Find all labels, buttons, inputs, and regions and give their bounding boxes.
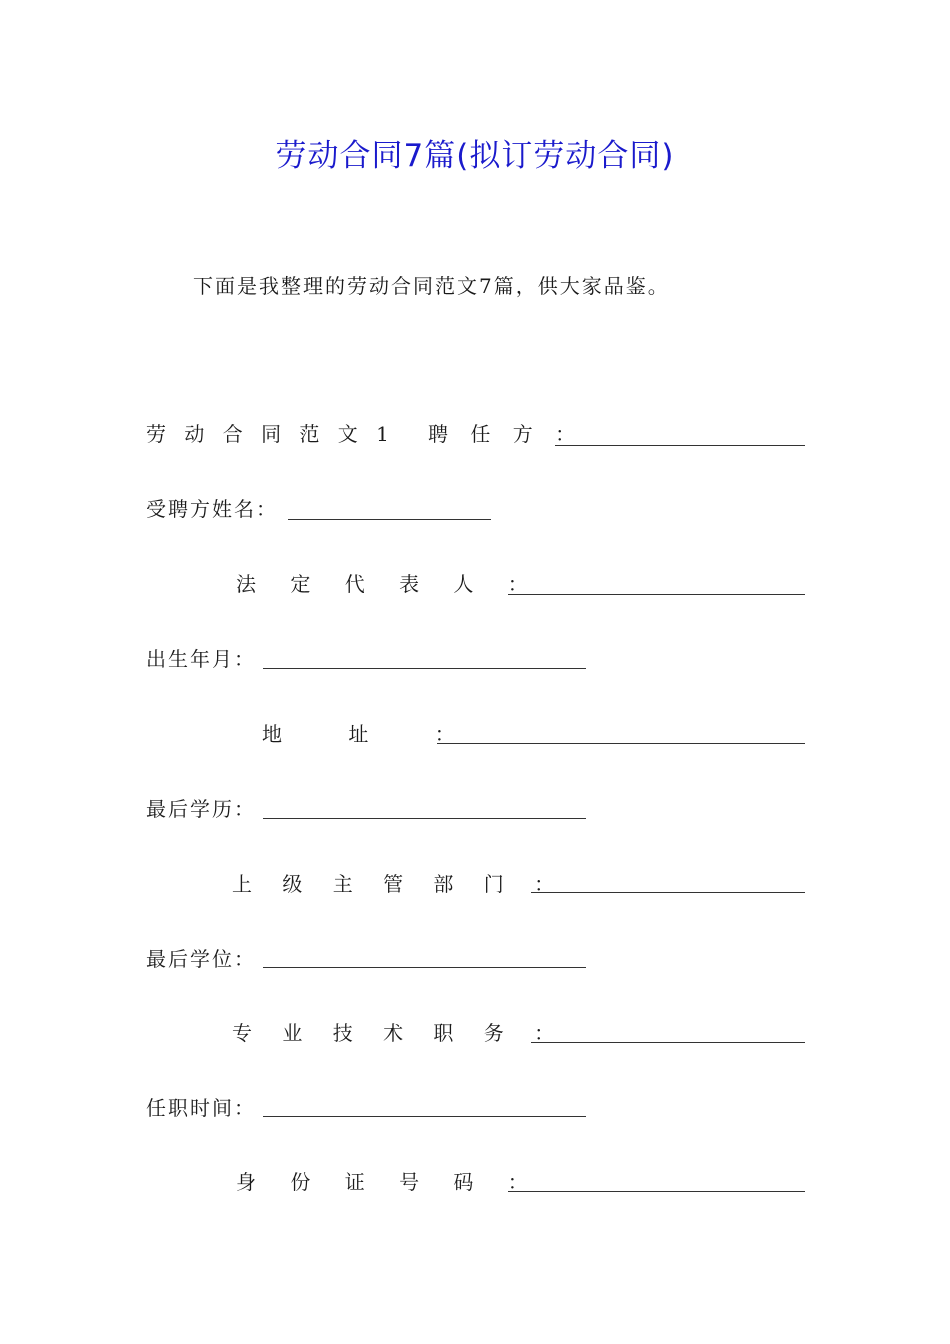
document-title: 劳动合同7篇(拟订劳动合同) [275,138,675,174]
address-blank[interactable] [437,743,805,744]
intro-paragraph: 下面是我整理的劳动合同范文7篇，供大家品鉴。 [193,274,670,298]
supervisor-label: 上 级 主 管 部 门 ： [232,872,567,896]
tenure-blank[interactable] [263,1116,586,1117]
degree-blank[interactable] [263,967,586,968]
employee-name-blank[interactable] [288,519,491,520]
birth-blank[interactable] [263,668,586,669]
birth-label: 出生年月： [146,647,256,671]
id-number-blank[interactable] [508,1191,805,1192]
id-number-label: 身 份 证 号 码 ： [236,1170,542,1194]
contract-heading: 劳 动 合 同 范 文 1 [146,422,395,446]
education-blank[interactable] [263,818,586,819]
professional-title-label: 专 业 技 术 职 务 ： [232,1021,567,1045]
supervisor-blank[interactable] [531,892,805,893]
employee-name-label: 受聘方姓名： [146,497,278,521]
employer-label: 聘 任 方 ： [428,422,584,446]
legal-rep-label: 法 定 代 表 人 ： [236,572,542,596]
education-label: 最后学历： [146,797,256,821]
employer-blank[interactable] [555,445,805,446]
professional-title-blank[interactable] [531,1042,805,1043]
legal-rep-blank[interactable] [508,594,805,595]
degree-label: 最后学位： [146,947,256,971]
tenure-label: 任职时间： [146,1096,256,1120]
address-label: 地 址 ： [262,722,485,746]
